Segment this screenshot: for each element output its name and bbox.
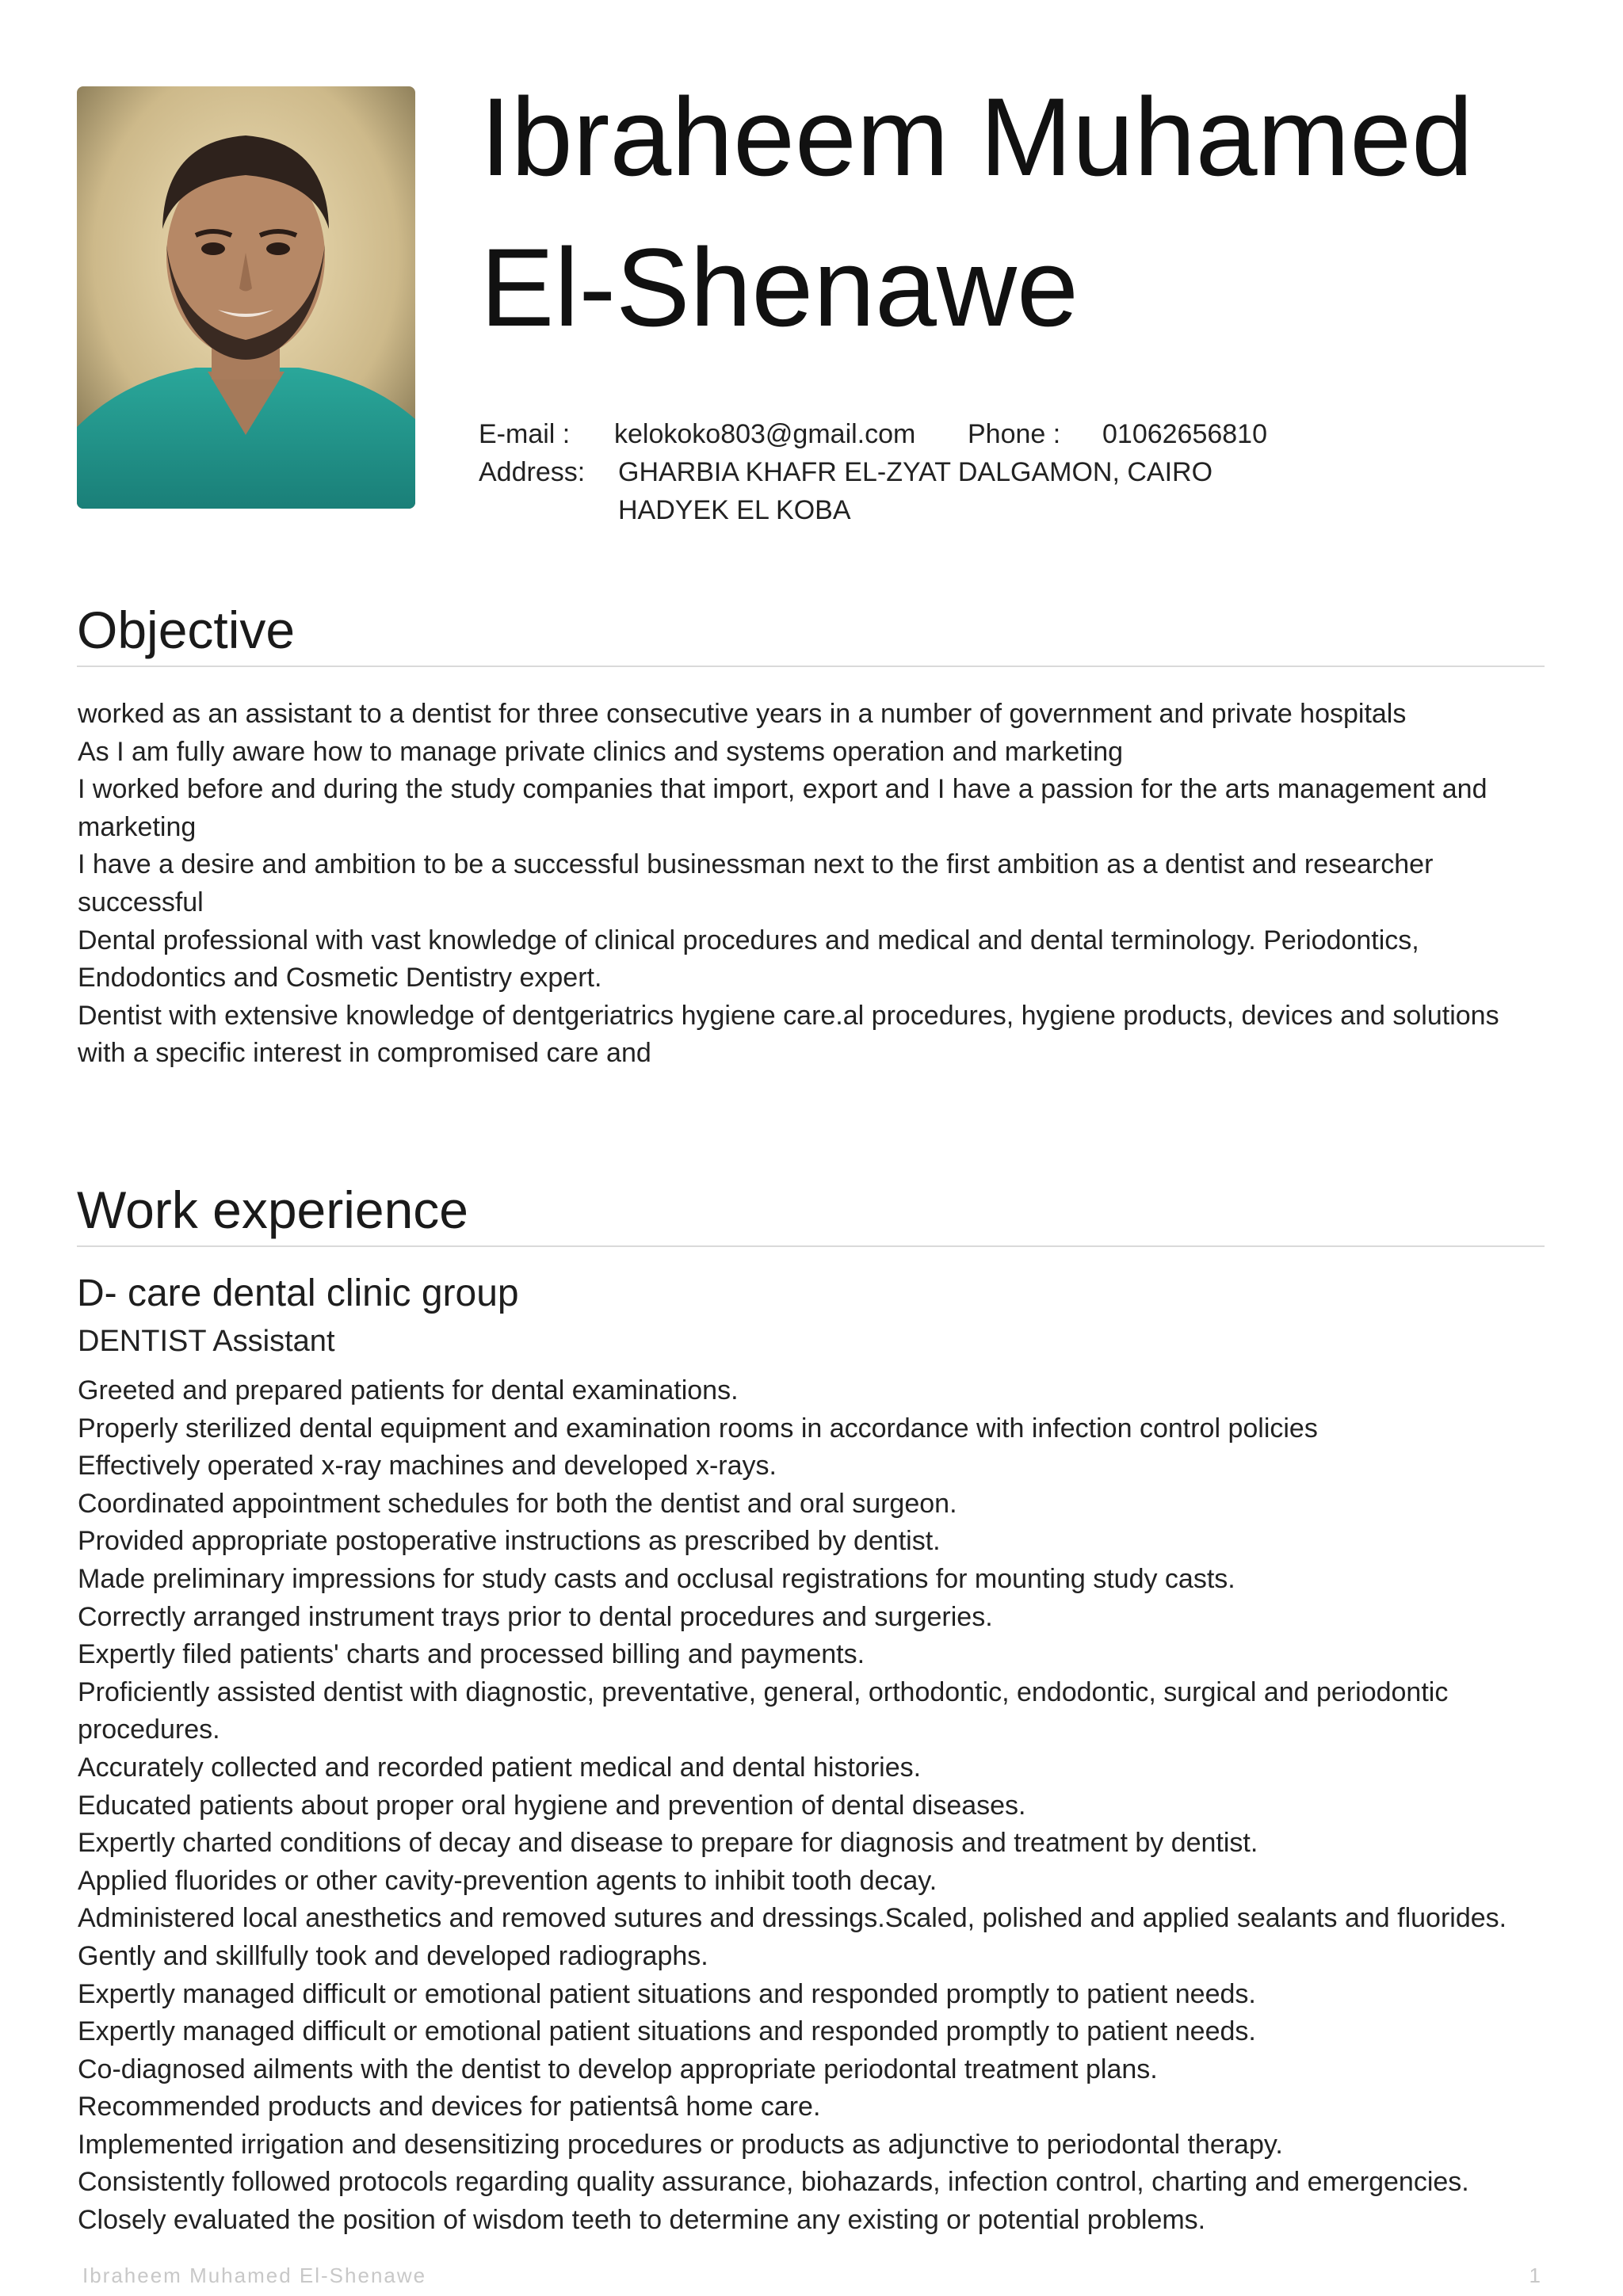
page-number: 1 <box>1529 2264 1541 2287</box>
duty-item: Provided appropriate postoperative instructions as prescribed by dentist. <box>78 1526 941 1557</box>
duty-item: Recommended products and devices for patientsâ home care. <box>78 2092 821 2122</box>
duty-item: Administered local anesthetics and removed sutures and dressings.Scaled, polished and applied sealants and fluorides. <box>78 1903 1507 1934</box>
objective-paragraph: As I am fully aware how to manage private clinics and systems operation and marketing <box>78 736 1124 767</box>
phone-label: Phone : <box>968 419 1061 449</box>
objective-paragraph: Dentist with extensive knowledge of dentgeriatrics hygiene care.al procedures, hygiene products, devices and solutions with a specific interest in compromised care and <box>78 1000 1499 1069</box>
duty-item: Coordinated appointment schedules for both the dentist and oral surgeon. <box>78 1488 957 1519</box>
work-experience-heading: Work experience <box>77 1176 1545 1247</box>
address-label: Address: <box>479 457 586 487</box>
name-line-1: Ibraheem Muhamed <box>480 74 1473 199</box>
name-line-2: El-Shenawe <box>480 225 1079 349</box>
duty-item: Educated patients about proper oral hygiene and prevention of dental diseases. <box>78 1790 1026 1821</box>
duty-item: Implemented irrigation and desensitizing procedures or products as adjunctive to periodontal therapy. <box>78 2129 1283 2160</box>
candidate-name <box>480 62 1590 363</box>
job-position: DENTIST Assistant <box>78 1325 335 1358</box>
duty-item: Accurately collected and recorded patient medical and dental histories. <box>78 1752 922 1783</box>
duty-item: Expertly charted conditions of decay and disease to prepare for diagnosis and treatment by dentist. <box>78 1828 1258 1859</box>
objective-paragraph: I have a desire and ambition to be a successful businessman next to the first ambition as a dentist and researcher successful <box>78 849 1434 917</box>
email-value: kelokoko803@gmail.com <box>614 419 916 449</box>
duty-item: Gently and skillfully took and developed radiographs. <box>78 1940 708 1971</box>
duty-item: Expertly managed difficult or emotional patient situations and responded promptly to patient needs. <box>78 1978 1256 2009</box>
contact-info <box>479 415 1267 529</box>
objective-paragraph: Dental professional with vast knowledge of clinical procedures and medical and dental terminology. Periodontics, Endodontics and Cosmetic Dentistry expert. <box>78 925 1419 994</box>
phone-value: 01062656810 <box>1102 419 1268 449</box>
duty-item: Properly sterilized dental equipment and examination rooms in accordance with infection control policies <box>78 1413 1318 1444</box>
duty-item: Co-diagnosed ailments with the dentist to develop appropriate periodontal treatment plans. <box>78 2054 1158 2084</box>
address-line-1: GHARBIA KHAFR EL-ZYAT DALGAMON, CAIRO <box>618 457 1213 487</box>
duty-item: Expertly filed patients' charts and processed billing and payments. <box>78 1639 865 1670</box>
address-line-2: HADYEK EL KOBA <box>618 495 851 525</box>
contact-row-email-phone <box>479 415 1267 453</box>
duty-item: Correctly arranged instrument trays prior to dental procedures and surgeries. <box>78 1601 993 1632</box>
job-duties-list <box>78 1372 1568 2240</box>
objective-heading: Objective <box>77 596 1545 667</box>
footer-name: Ibraheem Muhamed El-Shenawe <box>82 2264 427 2287</box>
duty-item: Closely evaluated the position of wisdom teeth to determine any existing or potential problems. <box>78 2205 1206 2236</box>
objective-paragraph: worked as an assistant to a dentist for three consecutive years in a number of government and private hospitals <box>78 699 1407 729</box>
job-company: D- care dental clinic group <box>77 1272 519 1314</box>
duty-item: Effectively operated x-ray machines and developed x-rays. <box>78 1451 777 1482</box>
contact-row-address <box>479 453 1267 491</box>
duty-item: Expertly managed difficult or emotional patient situations and responded promptly to patient needs. <box>78 2016 1256 2047</box>
duty-item: Made preliminary impressions for study casts and occlusal registrations for mounting study casts. <box>78 1563 1235 1594</box>
duty-item: Consistently followed protocols regarding quality assurance, biohazards, infection control, charting and emergencies. <box>78 2167 1469 2198</box>
duty-item: Applied fluorides or other cavity-prevention agents to inhibit tooth decay. <box>78 1865 938 1896</box>
profile-photo <box>77 86 415 509</box>
contact-row-address-2 <box>479 491 1267 529</box>
objective-text <box>78 696 1552 1073</box>
email-label: E-mail : <box>479 419 571 449</box>
duty-item: Proficiently assisted dentist with diagnostic, preventative, general, orthodontic, endodontic, surgical and periodontic procedures. <box>78 1676 1449 1745</box>
duty-item: Greeted and prepared patients for dental examinations. <box>78 1375 739 1405</box>
objective-paragraph: I worked before and during the study companies that import, export and I have a passion for the arts management and marketing <box>78 774 1487 842</box>
